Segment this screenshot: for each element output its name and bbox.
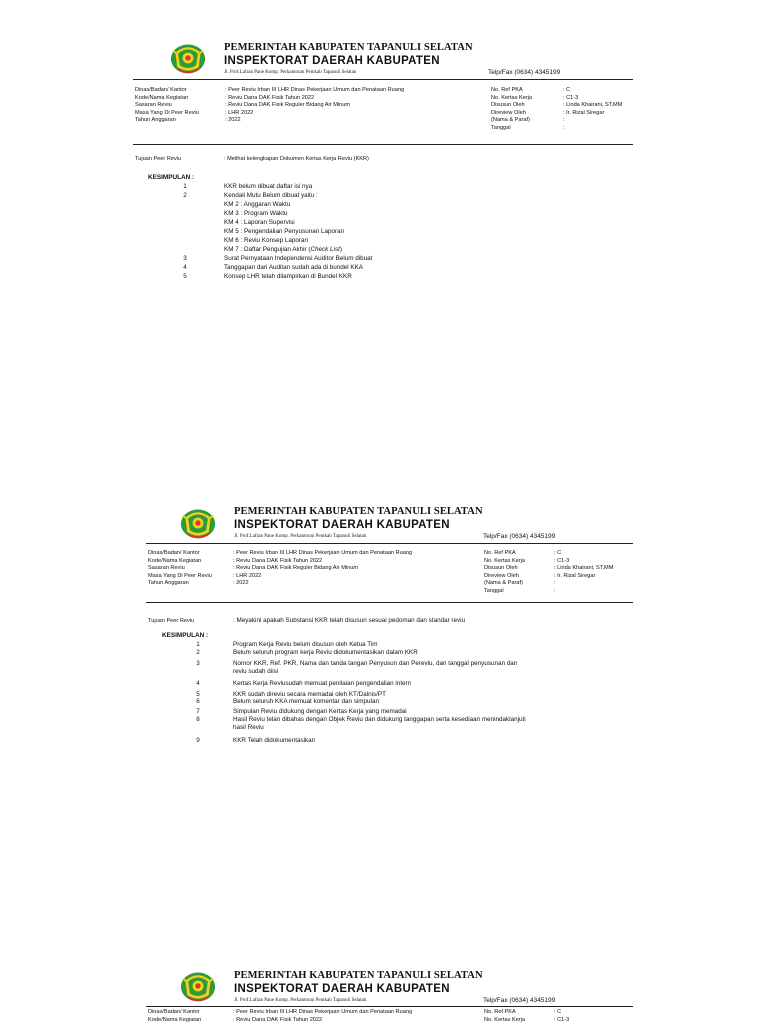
nama-paraf-value: :	[554, 580, 556, 587]
item-text: Tanggapan dari Auditan sudah ada di bundel KKA	[224, 264, 363, 271]
direview-label: Direview Oleh	[491, 109, 526, 116]
dinas-value: : Peer Reviu Irban III LHR Dinas Pekerjaan Umum dan Penataan Ruang	[233, 1009, 413, 1015]
address: Jl. Prof.Lafran Pane Komp. Perkantoran Pemkab Tapanuli Selatan	[234, 534, 367, 539]
item-number: 7	[196, 708, 200, 715]
disusun-label: Disusun Oleh	[491, 102, 525, 109]
ref-label: No. Ref PKA	[491, 87, 523, 93]
kertas-value: : C1-3	[554, 557, 570, 564]
info-right	[484, 1009, 632, 1024]
item-number: 2	[183, 192, 187, 199]
item-text: Konsep LHR telah dilampirkan di Bundel KKR	[224, 273, 352, 280]
item-number: 6	[196, 698, 200, 705]
item-text: Kendali Mutu Belum dibuat yaitu :	[224, 192, 318, 199]
item-number: 2	[196, 649, 200, 656]
item-number: 3	[196, 660, 200, 667]
header-divider	[146, 1006, 633, 1007]
kertas-label: No. Kertas Kerja	[484, 1016, 526, 1023]
direview-label: Direview Oleh	[484, 572, 519, 579]
item-number: 1	[196, 641, 200, 648]
info-left	[148, 1009, 478, 1024]
kode-value: : Reviu Dana DAK Fisik Tahun 2022	[233, 1016, 323, 1023]
office-title: INSPEKTORAT DAERAH KABUPATEN	[234, 983, 450, 995]
kertas-value: : C1-3	[563, 94, 579, 101]
close-paren: )	[339, 246, 342, 253]
address: Jl. Prof.Lafran Pane Komp. Perkantoran Pemkab Tapanuli Selatan	[234, 998, 367, 1003]
dinas-label: Dinas/Badan/ Kantor	[148, 550, 200, 556]
tujuan-value: : Melihat kelengkapan Dokumen Kertas Kerja Reviu (KKR)	[224, 156, 369, 162]
sasaran-label: Sasaran Reviu	[135, 102, 172, 109]
kode-label: Kode/Nama Kegiatan	[148, 557, 202, 564]
tanggal-value: :	[554, 587, 556, 594]
telp-fax: Telp/Fax (0634) 4345199	[488, 69, 561, 76]
disusun-value: : Linda Khairani, ST,MM	[563, 102, 623, 109]
masa-value: : LHR 2022	[233, 572, 262, 579]
direview-value: : Ir. Rizal Siregar	[563, 109, 605, 116]
kesimpulan-heading: KESIMPULAN :	[148, 174, 195, 181]
item-text-cont: hasil Reviu	[233, 724, 264, 731]
dinas-label: Dinas/Badan/ Kantor	[148, 1009, 200, 1015]
office-title: INSPEKTORAT DAERAH KABUPATEN	[224, 55, 440, 67]
sasaran-label: Sasaran Reviu	[148, 565, 185, 572]
item-text-cont: reviu sudah diisi	[233, 668, 279, 675]
kode-label: Kode/Nama Kegiatan	[148, 1016, 202, 1023]
tanggal-label: Tanggal	[484, 587, 504, 594]
km-item: KM 6 : Reviu Konsep Laporan	[224, 237, 309, 244]
ref-value: : C	[554, 550, 562, 556]
masa-value: : LHR 2022	[225, 109, 254, 116]
kertas-value: : C1-3	[554, 1016, 570, 1023]
tujuan-label: Tujuan Peer Reviu	[135, 156, 182, 162]
disusun-value: : Linda Khairani, ST,MM	[554, 565, 614, 572]
tanggal-label: Tanggal	[491, 124, 511, 131]
item-text: KKR belum dibuat daftar isi nya	[224, 183, 313, 190]
item-text: Nomor KKR, Ref. PKR, Nama dan tanda tangan Penyusun dan Pereviu, dan tanggal penyusunan dan	[233, 660, 518, 667]
km-item-text: KM 7 : Daftar Pengujian Akhir (	[224, 246, 311, 253]
km-item: KM 5 : Pengendalian Penyusunan Laporan	[224, 228, 345, 235]
kertas-label: No. Kertas Kerja	[491, 94, 533, 101]
ref-value: : C	[554, 1009, 562, 1015]
ref-label: No. Ref PKA	[484, 550, 516, 556]
kertas-label: No. Kertas Kerja	[484, 557, 526, 564]
disusun-label: Disusun Oleh	[484, 565, 518, 572]
dinas-value: : Peer Reviu Irban III LHR Dinas Pekerjaan Umum dan Penataan Ruang	[233, 550, 413, 556]
km-item: KM 4 : Laporan Supervisi	[224, 219, 295, 226]
masa-label: Masa Yang Di Peer Reviu	[148, 572, 212, 579]
km-item: KM 3 : Program Waktu	[224, 210, 288, 217]
gov-title: PEMERINTAH KABUPATEN TAPANULI SELATAN	[234, 506, 483, 517]
nama-paraf-label: (Nama & Paraf)	[491, 117, 530, 124]
gov-title: PEMERINTAH KABUPATEN TAPANULI SELATAN	[234, 970, 483, 981]
item-text: Simpulan Reviu didukung dengan Kertas Kerja yang memadai	[233, 708, 407, 715]
gov-title: PEMERINTAH KABUPATEN TAPANULI SELATAN	[224, 42, 473, 53]
tujuan-label: Tujuan Peer Reviu	[148, 618, 195, 624]
item-number: 3	[183, 255, 187, 262]
address: Jl. Prof.Lafran Pane Komp. Perkantoran Pemkab Tapanuli Selatan	[224, 70, 357, 75]
item-text: Program Kerja Reviu belum disusun oleh Ketua Tim	[233, 641, 378, 648]
item-text: KKR Telah didokumentasikan	[233, 737, 316, 744]
item-number: 8	[196, 716, 200, 723]
direview-value: : Ir. Rizal Siregar	[554, 572, 596, 579]
item-text: Belum seluruh program kerja Reviu didokumentasikan dalam KKR	[233, 649, 418, 656]
item-text: Hasil Reviu telan dibahas dengan Objek Reviu dan didukung tanggapan serta kesediaan menindaklanjuti	[233, 716, 526, 723]
tanggal-value: :	[563, 124, 565, 131]
item-text: KKR sudah direviu secara memadai oleh KT/Dalnis/PT	[233, 691, 386, 698]
tujuan-value: : Meyakini apakah Substansi KKR telah disusun sesuai pedoman dan standar reviu	[233, 617, 466, 624]
item-text: Belum seluruh KKA memuat komentar dan simpulan	[233, 698, 379, 705]
office-title: INSPEKTORAT DAERAH KABUPATEN	[234, 519, 450, 531]
item-text: Surat Pernyataan Independensi Auditor Belum dibuat	[224, 255, 373, 262]
ref-value: : C	[563, 87, 571, 93]
tahun-value: : 2022	[233, 580, 249, 587]
item-number: 9	[196, 737, 200, 744]
tahun-value: : 2022	[225, 117, 241, 124]
sasaran-value: : Reviu Dana DAK Fisik Reguler Bidang Air Minum	[233, 565, 358, 572]
item-number: 4	[196, 680, 200, 687]
sasaran-value: : Reviu Dana DAK Fisik Reguler Bidang Air Minum	[225, 102, 350, 109]
check-list-text: Check List	[310, 246, 340, 253]
kesimpulan-heading: KESIMPULAN :	[162, 632, 209, 639]
telp-fax: Telp/Fax (0634) 4345199	[483, 533, 556, 540]
masa-label: Masa Yang Di Peer Reviu	[135, 109, 199, 116]
item-number: 5	[196, 691, 200, 698]
item-number: 5	[183, 273, 187, 280]
nama-paraf-label: (Nama & Paraf)	[484, 580, 523, 587]
ref-label: No. Ref PKA	[484, 1009, 516, 1015]
item-number: 4	[183, 264, 187, 271]
tahun-label: Tahun Anggaran	[135, 117, 176, 124]
dinas-value: : Peer Reviu Irban III LHR Dinas Pekerjaan Umum dan Penataan Ruang	[225, 87, 405, 93]
kode-label: Kode/Nama Kegiatan	[135, 94, 189, 101]
telp-fax: Telp/Fax (0634) 4345199	[483, 997, 556, 1004]
emblem-logo-icon	[180, 968, 216, 1004]
tahun-label: Tahun Anggaran	[148, 580, 189, 587]
dinas-label: Dinas/Badan/ Kantor	[135, 87, 187, 93]
kode-value: : Reviu Dana DAK Fisik Tahun 2022	[233, 557, 323, 564]
kode-value: : Reviu Dana DAK Fisik Tahun 2022	[225, 94, 315, 101]
km-item: KM 2 : Anggaran Waktu	[224, 201, 291, 208]
item-text: Kertas Kerja Reviusudah memuat penilaian pengendalian intern	[233, 680, 412, 687]
item-number: 1	[183, 183, 187, 190]
nama-paraf-value: :	[563, 117, 565, 124]
